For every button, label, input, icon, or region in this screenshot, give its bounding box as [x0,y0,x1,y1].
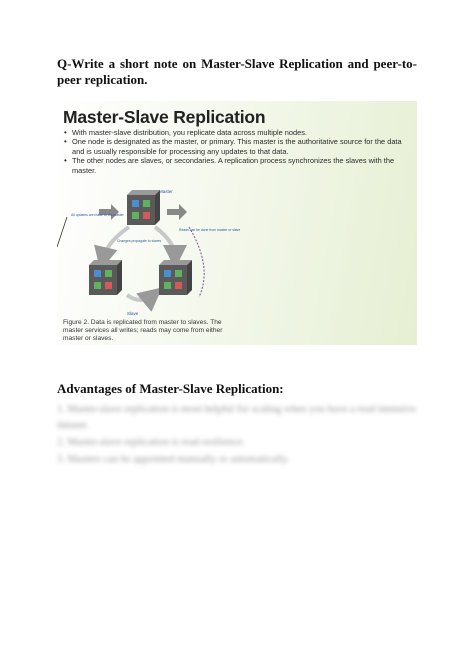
figure-caption: Figure 2. Data is replicated from master to slaves. The master services all writes; reads may come from either master or slaves. [63,319,223,342]
changes-note: Changes propagate to slaves [117,239,162,243]
list-item: 3. Masters can be appointed manually or automatically. [57,454,290,465]
slave-server-icon-right [159,260,192,295]
slide-bullet: • One node is designated as the master, or primary. This master is the authoritative source for the data and is usually responsible for processing any updates to that data. [63,137,413,156]
master-server-icon [127,190,160,225]
slide-bullet: • The other nodes are slaves, or secondaries. A replication process synchronizes the slaves with the master. [63,156,413,175]
list-item: 2. Master-slave replication is read resilience. [57,437,245,448]
bottom-sync-arrow [127,295,153,300]
replication-diagram [57,187,257,317]
master-label: Master [159,189,173,194]
slide-bullets [63,128,413,175]
reads-note: Reads can be done from master or slave [179,228,241,232]
list-item: 1. Master-slave replication is most helpful for scaling when you have a read intensive dataset. [57,404,417,431]
slide-title: Master-Slave Replication [63,107,266,127]
slave-server-icon-left [89,260,122,295]
slide-image [57,101,417,345]
slave-label: Slave [127,311,139,316]
advantages-heading: Advantages of Master-Slave Replication: [57,381,284,396]
question-heading: Q-Write a short note on Master-Slave Replication and peer-to-peer replication. [57,56,417,87]
advantages-list [57,402,417,469]
input-arrow-icon [99,204,119,220]
left-replication-arrow [103,227,129,259]
output-arrow-icon [167,204,187,220]
margin-line [57,217,67,247]
slide-bullet: • With master-slave distribution, you replicate data across multiple nodes. [63,128,413,137]
updates-note: All updates are made to the master [71,213,124,217]
